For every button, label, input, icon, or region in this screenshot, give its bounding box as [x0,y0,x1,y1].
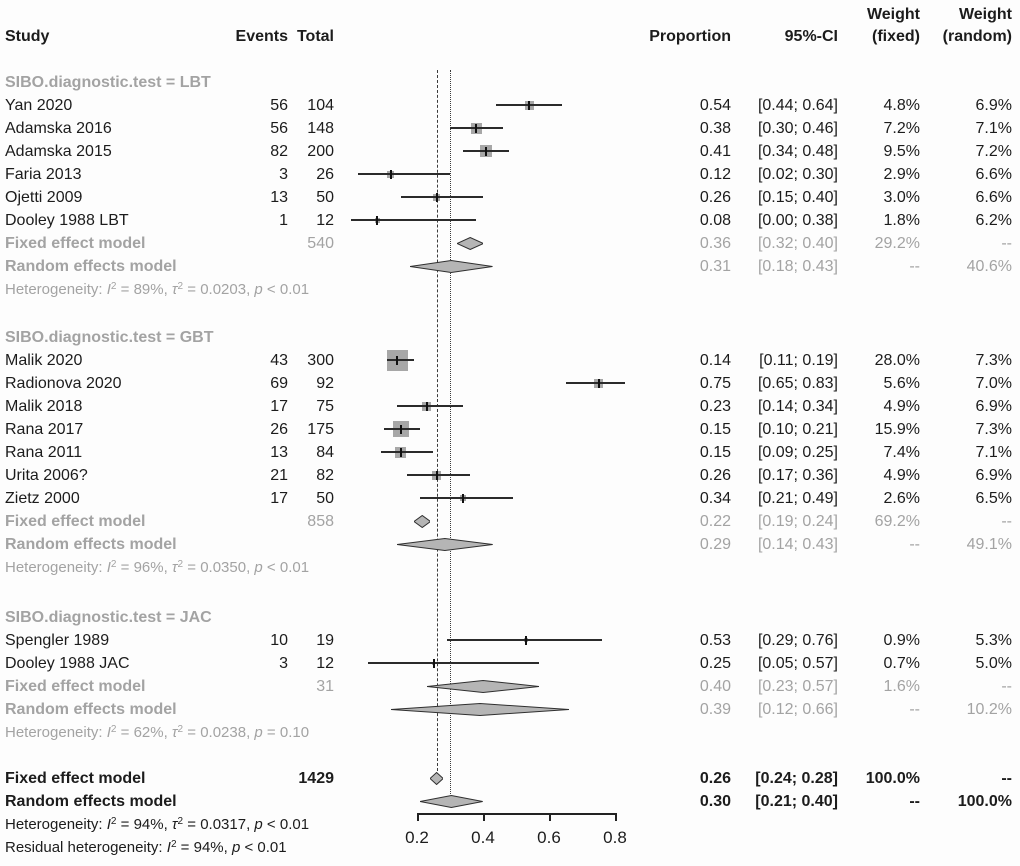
heterogeneity-row [0,278,1020,301]
het-segment: < 0.01 [262,815,310,833]
proportion-value: 0.23 [699,397,731,415]
ci-value: [0.14; 0.34] [757,397,838,415]
study-row [0,349,1020,372]
summary-diamond [397,538,493,551]
total-value: 1429 [298,769,334,787]
het-segment: = 94%, [116,815,172,833]
het-segment: τ [171,280,178,298]
weight-random-value: 10.2% [966,700,1012,718]
study-label: Urita 2006? [5,466,88,484]
ci-value: [0.23; 0.57] [757,677,838,695]
point-marker [436,193,438,202]
weight-fixed-value: -- [909,792,920,810]
col-header-ci: 95%-CI [784,28,838,45]
weight-random-value: 7.1% [975,443,1012,461]
study-label: Ojetti 2009 [5,188,83,206]
overall-fixed-row [0,767,1020,790]
study-row [0,418,1020,441]
summary-label: Random effects model [5,792,177,810]
het-segment: p [254,723,263,741]
ci-line [358,173,450,175]
total-value: 858 [307,512,334,530]
study-row [0,441,1020,464]
weight-fixed-value: 7.4% [883,443,920,461]
summary-diamond [410,260,493,273]
subgroup-label-row [0,71,1020,94]
het-segment: I [106,723,111,741]
het-segment: 2 [110,280,117,292]
weight-random-value: 100.0% [957,792,1012,810]
weight-random-value: 7.3% [975,420,1012,438]
col-header-proportion: Proportion [649,28,731,45]
point-marker [426,402,428,411]
summary-row-fixed [0,510,1020,533]
proportion-value: 0.31 [699,257,731,275]
summary-label: Fixed effect model [5,234,146,252]
summary-row-fixed [0,675,1020,698]
total-value: 31 [316,677,334,695]
weight-fixed-value: 100.0% [865,769,920,787]
summary-diamond [430,772,443,785]
subgroup-label-row [0,606,1020,629]
het-segment: I [106,280,111,298]
weight-random-value: 6.6% [975,165,1012,183]
weight-fixed-value: 5.6% [883,374,920,392]
total-value: 540 [307,234,334,252]
weight-fixed-value: 1.8% [883,211,920,229]
het-segment: 2 [177,280,184,292]
summary-row-random [0,255,1020,278]
weight-random-value: 6.5% [975,489,1012,507]
study-row [0,464,1020,487]
weight-random-value: -- [1001,234,1012,252]
proportion-value: 0.26 [699,769,731,787]
ci-value: [0.11; 0.19] [759,351,838,369]
x-axis-tick-label: 0.2 [405,828,429,847]
study-row [0,94,1020,117]
subgroup-label: SIBO.diagnostic.test = LBT [5,73,211,91]
ci-value: [0.34; 0.48] [757,142,838,160]
ci-line [387,359,413,361]
events-value: 21 [270,466,288,484]
subgroup-label: SIBO.diagnostic.test = GBT [5,328,214,346]
het-segment: 2 [170,838,177,850]
het-segment: 2 [110,558,117,570]
ci-value: [0.30; 0.46] [757,119,838,137]
het-segment: Residual heterogeneity: [5,838,167,856]
ci-value: [0.44; 0.64] [757,96,838,114]
summary-label: Fixed effect model [5,769,146,787]
ci-line [397,405,463,407]
heterogeneity-row [0,556,1020,579]
summary-row-fixed [0,232,1020,255]
ci-line [407,474,470,476]
summary-label: Fixed effect model [5,677,146,695]
ci-line [381,451,434,453]
total-value: 50 [316,188,334,206]
weight-random-value: 7.0% [975,374,1012,392]
weight-fixed-value: 0.9% [883,631,920,649]
weight-fixed-value: 2.6% [883,489,920,507]
study-row [0,163,1020,186]
weight-random-value: 7.1% [975,119,1012,137]
weight-random-value: 6.9% [975,466,1012,484]
col-header-weight-random: (random) [942,28,1012,45]
het-segment: Heterogeneity: [5,280,107,298]
point-marker [400,448,402,457]
study-label: Adamska 2015 [5,142,112,160]
het-segment: = 89%, [116,280,172,298]
events-value: 69 [270,374,288,392]
proportion-value: 0.15 [699,443,731,461]
proportion-value: 0.41 [699,142,731,160]
subgroup-label: SIBO.diagnostic.test = JAC [5,608,212,626]
proportion-value: 0.39 [699,700,731,718]
weight-random-value: 7.3% [975,351,1012,369]
het-segment: I [106,815,111,833]
col-header-weight-random-top: Weight [958,6,1012,23]
proportion-value: 0.75 [699,374,731,392]
point-marker [462,494,464,503]
point-marker [390,170,392,179]
point-marker [376,216,378,225]
proportion-value: 0.12 [699,165,731,183]
het-segment: τ [171,723,178,741]
col-header-study: Study [5,28,50,45]
het-segment: Heterogeneity: [5,723,107,741]
ci-line [351,219,476,221]
study-label: Faria 2013 [5,165,82,183]
col-header-weight-fixed-top: Weight [866,6,920,23]
events-value: 10 [270,631,288,649]
summary-label: Random effects model [5,700,177,718]
proportion-value: 0.40 [699,677,731,695]
events-value: 1 [279,211,288,229]
ci-value: [0.32; 0.40] [757,234,838,252]
events-value: 3 [279,165,288,183]
het-segment: τ [171,815,178,833]
ci-value: [0.17; 0.36] [757,466,838,484]
het-segment: < 0.01 [262,558,310,576]
overall-random-row [0,790,1020,813]
het-segment: p [254,280,263,298]
total-value: 104 [307,96,334,114]
ci-value: [0.09; 0.25] [757,443,838,461]
weight-random-value: 49.1% [966,535,1012,553]
point-marker [485,147,487,156]
study-label: Radionova 2020 [5,374,122,392]
point-marker [525,636,527,645]
study-label: Dooley 1988 JAC [5,654,130,672]
study-row [0,652,1020,675]
study-label: Spengler 1989 [5,631,110,649]
x-axis-tick-label: 0.6 [537,828,561,847]
het-segment: τ [171,558,178,576]
proportion-value: 0.30 [699,792,731,810]
summary-diamond [420,795,483,808]
weight-random-value: -- [1001,512,1012,530]
het-segment: 2 [177,558,184,570]
weight-fixed-value: -- [909,257,920,275]
point-marker [436,471,438,480]
study-row [0,140,1020,163]
ci-line [566,382,625,384]
summary-label: Fixed effect model [5,512,146,530]
events-value: 82 [270,142,288,160]
het-segment: = 94%, [176,838,232,856]
summary-label: Random effects model [5,535,177,553]
weight-fixed-value: 4.9% [883,466,920,484]
overall-heterogeneity-row [0,813,1020,836]
proportion-value: 0.26 [699,188,731,206]
events-value: 17 [270,397,288,415]
het-segment: Heterogeneity: [5,558,107,576]
residual-heterogeneity-row [0,836,1020,859]
heterogeneity-text [5,556,309,579]
ci-value: [0.29; 0.76] [757,631,838,649]
summary-diamond [391,703,569,716]
weight-fixed-value: 4.8% [883,96,920,114]
total-value: 12 [316,654,334,672]
heterogeneity-row [0,721,1020,744]
weight-random-value: -- [1001,769,1012,787]
ci-line [401,196,484,198]
het-segment: = 0.10 [262,723,310,741]
het-segment: = 62%, [116,723,172,741]
total-value: 200 [307,142,334,160]
point-marker [528,101,530,110]
weight-fixed-value: 9.5% [883,142,920,160]
summary-diamond [414,515,431,528]
ci-value: [0.00; 0.38] [757,211,838,229]
point-marker [475,124,477,133]
ci-value: [0.05; 0.57] [757,654,838,672]
total-value: 92 [316,374,334,392]
weight-random-value: 6.9% [975,96,1012,114]
total-value: 84 [316,443,334,461]
ci-value: [0.15; 0.40] [757,188,838,206]
study-row [0,186,1020,209]
proportion-value: 0.22 [699,512,731,530]
weight-random-value: 40.6% [966,257,1012,275]
ci-value: [0.12; 0.66] [757,700,838,718]
summary-diamond [457,237,483,250]
weight-fixed-value: 4.9% [883,397,920,415]
ci-value: [0.10; 0.21] [757,420,838,438]
subgroup-label-row [0,326,1020,349]
heterogeneity-text [5,813,309,836]
total-value: 12 [316,211,334,229]
study-row [0,629,1020,652]
events-value: 13 [270,188,288,206]
weight-random-value: 6.2% [975,211,1012,229]
weight-fixed-value: 3.0% [883,188,920,206]
weight-fixed-value: 15.9% [874,420,920,438]
proportion-value: 0.14 [699,351,731,369]
ci-line [368,662,540,664]
proportion-value: 0.26 [699,466,731,484]
proportion-value: 0.08 [699,211,731,229]
weight-random-value: 7.2% [975,142,1012,160]
het-segment: p [254,815,263,833]
weight-random-value: 6.6% [975,188,1012,206]
col-header-events: Events [235,28,288,45]
proportion-value: 0.25 [699,654,731,672]
header-row-1 [0,3,1020,26]
heterogeneity-text [5,836,287,859]
point-marker [400,425,402,434]
study-row [0,209,1020,232]
ci-value: [0.18; 0.43] [757,257,838,275]
study-row [0,117,1020,140]
total-value: 148 [307,119,334,137]
events-value: 43 [270,351,288,369]
weight-random-value: 6.9% [975,397,1012,415]
header-row-2 [0,25,1020,48]
het-segment: < 0.01 [262,280,310,298]
events-value: 3 [279,654,288,672]
weight-random-value: -- [1001,677,1012,695]
ci-line [420,497,512,499]
study-label: Rana 2017 [5,420,84,438]
ci-line [384,428,420,430]
proportion-value: 0.15 [699,420,731,438]
het-segment: 2 [110,815,117,827]
x-axis-tick-label: 0.4 [471,828,495,847]
study-label: Adamska 2016 [5,119,112,137]
study-row [0,372,1020,395]
study-row [0,395,1020,418]
weight-fixed-value: 29.2% [874,234,920,252]
weight-fixed-value: 28.0% [874,351,920,369]
total-value: 75 [316,397,334,415]
events-value: 56 [270,119,288,137]
het-segment: = 96%, [116,558,172,576]
proportion-value: 0.36 [699,234,731,252]
weight-fixed-value: 2.9% [883,165,920,183]
weight-fixed-value: -- [909,700,920,718]
ci-value: [0.19; 0.24] [757,512,838,530]
total-value: 82 [316,466,334,484]
total-value: 26 [316,165,334,183]
summary-row-random [0,698,1020,721]
proportion-value: 0.38 [699,119,731,137]
total-value: 300 [307,351,334,369]
het-segment: = 0.0203, [183,280,255,298]
study-row [0,487,1020,510]
ci-value: [0.02; 0.30] [757,165,838,183]
point-marker [598,379,600,388]
ci-value: [0.24; 0.28] [755,769,838,787]
total-value: 50 [316,489,334,507]
point-marker [396,356,398,365]
weight-fixed-value: 1.6% [883,677,920,695]
events-value: 56 [270,96,288,114]
het-segment: p [231,838,241,856]
proportion-value: 0.53 [699,631,731,649]
het-segment: Heterogeneity: [5,815,107,833]
col-header-weight-fixed: (fixed) [872,28,920,45]
summary-row-random [0,533,1020,556]
het-segment: = 0.0350, [183,558,255,576]
study-label: Rana 2011 [5,443,83,461]
x-axis-tick-label: 0.8 [603,828,627,847]
study-label: Yan 2020 [5,96,73,114]
summary-label: Random effects model [5,257,177,275]
weight-fixed-value: -- [909,535,920,553]
study-label: Malik 2020 [5,351,83,369]
total-value: 175 [307,420,334,438]
het-segment: I [106,558,111,576]
het-segment: 2 [177,815,184,827]
het-segment: 2 [110,723,117,735]
weight-random-value: 5.0% [975,654,1012,672]
ci-value: [0.14; 0.43] [757,535,838,553]
het-segment: p [254,558,263,576]
het-segment: = 0.0238, [183,723,255,741]
study-label: Malik 2018 [5,397,83,415]
events-value: 26 [270,420,288,438]
heterogeneity-text [5,278,309,301]
point-marker [433,659,435,668]
het-segment: 2 [177,723,184,735]
events-value: 13 [270,443,288,461]
het-segment: I [166,838,171,856]
weight-fixed-value: 7.2% [883,119,920,137]
het-segment: = 0.0317, [183,815,255,833]
total-value: 19 [316,631,334,649]
col-header-total: Total [296,28,334,45]
events-value: 17 [270,489,288,507]
ci-value: [0.65; 0.83] [757,374,838,392]
study-label: Dooley 1988 LBT [5,211,129,229]
study-label: Zietz 2000 [5,489,80,507]
het-segment: < 0.01 [240,838,287,856]
weight-fixed-value: 69.2% [874,512,920,530]
weight-fixed-value: 0.7% [883,654,920,672]
ci-value: [0.21; 0.49] [757,489,838,507]
proportion-value: 0.54 [699,96,731,114]
proportion-value: 0.29 [699,535,731,553]
ci-value: [0.21; 0.40] [755,792,838,810]
proportion-value: 0.34 [699,489,731,507]
summary-diamond [427,680,539,693]
heterogeneity-text [5,721,309,744]
weight-random-value: 5.3% [975,631,1012,649]
